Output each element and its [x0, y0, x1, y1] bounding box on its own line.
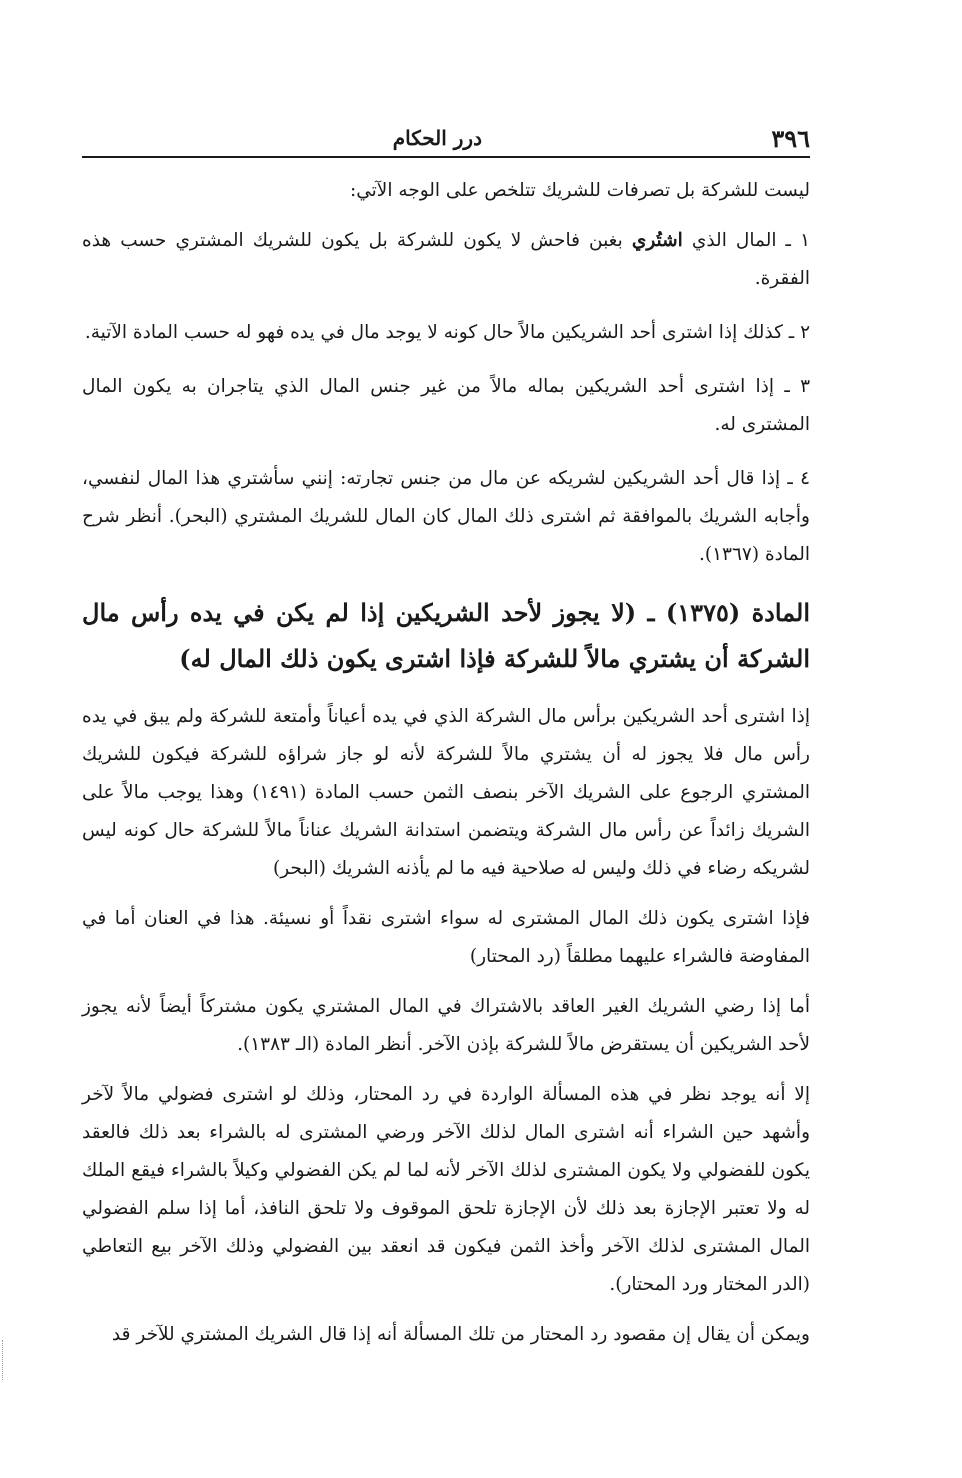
body-paragraph: إذا اشترى أحد الشريكين برأس مال الشركة الذي في يده أعياناً وأمتعة للشركة ولم يبق في يده رأس مال فلا يجوز له أن يشتري مالاً للشركة لأنه لو جاز شراؤه للشركة فيكون للشريك المشتري الرجوع على الشريك الآخر بنصف الثمن حسب المادة (١٤٩١) وهذا يوجب مالاً على الشريك زائداً عن رأس مال الشركة ويتضمن استدانة الشريك عناناً مالاً للشركة حال كونه ليس لشريكه رضاء في ذلك وليس له صلاحية فيه ما لم يأذنه الشريك (البحر)	[82, 706, 810, 879]
body-paragraph: فإذا اشترى يكون ذلك المال المشترى له سواء اشترى نقداً أو نسيئة. هذا في العنان أما في المفاوضة فالشراء عليهما مطلقاً (رد المحتار)	[82, 908, 810, 967]
list-item-text: ١ ـ المال الذي	[682, 230, 811, 251]
running-title: درر الحكام	[392, 126, 482, 150]
scan-margin-mark	[2, 1340, 9, 1380]
body-text	[82, 172, 810, 1354]
list-item-text: بغبن فاحش لا يكون للشركة بل يكون للشريك المشتري حسب هذه الفقرة.	[82, 230, 810, 289]
page-header	[82, 118, 810, 156]
list-item: ٣ ـ إذا اشترى أحد الشريكين بماله مالاً من غير جنس المال الذي يتاجران به يكون المال المشترى له.	[82, 376, 810, 435]
article-heading: المادة (١٣٧٥) ـ (لا يجوز لأحد الشريكين إذا لم يكن في يده رأس مال الشركة أن يشتري مالاً للشركة فإذا اشترى يكون ذلك المال له)	[82, 598, 811, 673]
intro-paragraph: ليست للشركة بل تصرفات للشريك تتلخص على الوجه الآتي:	[349, 180, 810, 201]
body-paragraph: ويمكن أن يقال إن مقصود رد المحتار من تلك المسألة أنه إذا قال الشريك المشتري للآخر قد	[111, 1324, 810, 1345]
body-paragraph: أما إذا رضي الشريك الغير العاقد بالاشتراك في المال المشتري يكون مشتركاً أيضاً لأنه يجوز لأحد الشريكين أن يستقرض مالاً للشركة بإذن الآخر. أنظر المادة (الـ ١٣٨٣).	[82, 996, 810, 1055]
list-item: ٢ ـ كذلك إذا اشترى أحد الشريكين مالاً حال كونه لا يوجد مال في يده فهو له حسب المادة الآتية.	[84, 322, 810, 343]
list-item-bold-word: اشتُري	[631, 230, 683, 251]
list-item: ٤ ـ إذا قال أحد الشريكين لشريكه عن مال من جنس تجارته: إنني سأشتري هذا المال لنفسي، وأجابه الشريك بالموافقة ثم اشترى ذلك المال كان المال للشريك المشتري (البحر). أنظر شرح المادة (١٣٦٧).	[82, 468, 810, 565]
header-rule	[82, 156, 810, 158]
page-number: ٣٩٦	[771, 124, 810, 153]
list-item	[82, 222, 810, 298]
body-paragraph: إلا أنه يوجد نظر في هذه المسألة الواردة في رد المحتار، وذلك لو اشترى فضولي مالاً لآخر وأشهد حين الشراء أنه اشترى المال لذلك الآخر ورضي المشترى له بالشراء بعد ذلك فالعقد يكون للفضولي ولا يكون المشترى لذلك الآخر لأنه لما لم يكن الفضولي وكيلاً بالشراء فيقع الملك له ولا تعتبر الإجازة بعد ذلك لأن الإجازة تلحق الموقوف ولا تلحق النافذ، أما إذا سلم الفضولي المال المشترى لذلك الآخر وأخذ الثمن فيكون قد انعقد بين الفضولي وذلك الآخر بيع التعاطي (الدر المختار ورد المحتار).	[82, 1084, 810, 1295]
